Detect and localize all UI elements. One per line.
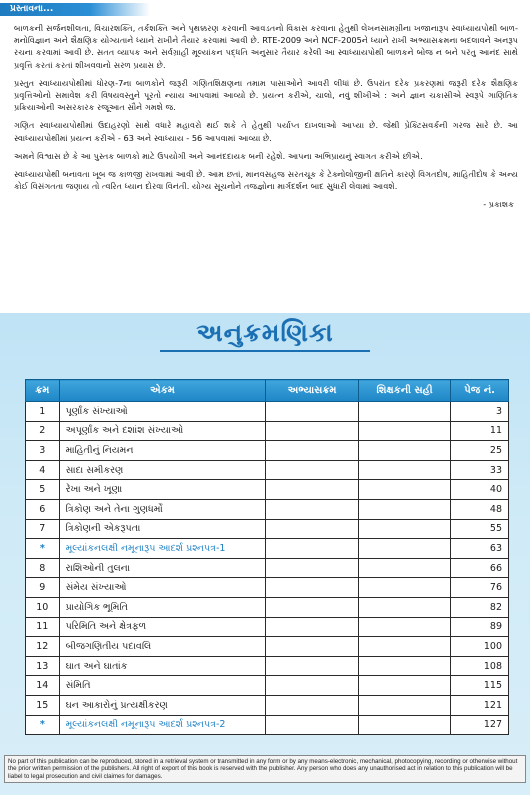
row-signature-cell xyxy=(358,578,450,598)
row-signature-cell xyxy=(358,539,450,559)
row-serial: 9 xyxy=(26,578,60,598)
row-serial: 15 xyxy=(26,695,60,715)
row-page-number: 33 xyxy=(451,460,509,480)
row-signature-cell xyxy=(358,676,450,696)
table-row xyxy=(26,519,509,539)
table-row xyxy=(26,695,509,715)
row-syllabus-cell xyxy=(266,637,358,657)
row-signature-cell xyxy=(358,460,450,480)
preface-paragraph-2: પ્રસ્તુત સ્વાધ્યાયપોથીમાં ધોરણ-7ના બાળકોને જરૂરી ગણિતશિક્ષણના તમામ પાસાઓને આવરી લીધાં છે. ઉપરાંત દરેક પ્રકરણમાં જરૂરી દરેક શૈક્ષણિક પ્રવૃત્તિઓનો સમાવેશ કરી વિષયવસ્તુને પૂરતો ન્યાય આપવામાં આવ્યો છે. પ્રયત્ન કરીએ, ચાલો, નવું શીખીએ : અને જ્ઞાન ચકાસીએ સ્વરૂપે ગાણિતિક પ્રક્રિયાઓની અસરકારક રજૂઆત સૌને ગમશે જ. xyxy=(14,77,518,113)
preface-paragraph-3: ગણિત સ્વાધ્યાયપોથીમાં ઉદાહરણો સાથે વધારે મહાવરો થઈ શકે તે હેતુથી પર્યાપ્ત દાખલાઓ આપ્યા છે. જેથી પ્રેક્ટિસવર્કની ગરજ સારે છે. આ સ્વાધ્યાયપોથીમાં પ્રયત્ન કરીએ - 63 અને સ્વાધ્યાય - 56 આપવામાં આવ્યા છે. xyxy=(14,120,518,143)
row-unit: પૂર્ણાંક સંખ્યાઓ xyxy=(59,402,266,422)
row-page-number: 66 xyxy=(451,558,509,578)
row-page-number: 63 xyxy=(451,539,509,559)
publisher-signature: - પ્રકાશક xyxy=(483,199,514,210)
table-row xyxy=(26,597,509,617)
row-signature-cell xyxy=(358,656,450,676)
index-header-row xyxy=(26,380,509,402)
row-signature-cell xyxy=(358,558,450,578)
row-serial: 14 xyxy=(26,676,60,696)
row-unit: સાદા સમીકરણ xyxy=(59,460,266,480)
row-serial: 1 xyxy=(26,402,60,422)
row-serial: 11 xyxy=(26,617,60,637)
row-syllabus-cell xyxy=(266,519,358,539)
row-page-number: 25 xyxy=(451,441,509,461)
row-signature-cell xyxy=(358,637,450,657)
row-syllabus-cell xyxy=(266,499,358,519)
row-serial: 6 xyxy=(26,499,60,519)
table-row xyxy=(26,578,509,598)
row-unit: મૂલ્યાંકનલક્ષી નમૂનારૂપ આદર્શ પ્રશ્નપત્ર-2 xyxy=(59,715,266,735)
table-row xyxy=(26,480,509,500)
row-syllabus-cell xyxy=(266,460,358,480)
row-syllabus-cell xyxy=(266,715,358,735)
table-row xyxy=(26,539,509,559)
table-row xyxy=(26,617,509,637)
row-syllabus-cell xyxy=(266,558,358,578)
row-unit: બીજગણિતીય પદાવલિ xyxy=(59,637,266,657)
row-serial: * xyxy=(26,539,60,559)
row-page-number: 48 xyxy=(451,499,509,519)
table-row xyxy=(26,460,509,480)
row-unit: ઘન આકારોનું પ્રત્યક્ષીકરણ xyxy=(59,695,266,715)
row-page-number: 40 xyxy=(451,480,509,500)
row-serial: 4 xyxy=(26,460,60,480)
preface-paragraph-5: સ્વાધ્યાયપોથી બનાવતા ખૂબ જ કાળજી રાખવામાં આવી છે. આમ છતાં, માનવસહજ સરતચૂક કે ટેક્નોલોજીની ક્ષતિને કારણે વિગતદોષ, માહિતીદોષ કે અન્ય કોઈ વિસંગતતા જણાય તો ત્વરિત ધ્યાન દોરવા વિનંતી. યોગ્ય સૂચનોને તજજ્ઞોના માર્ગદર્શન બાદ સુધારી લેવામાં આવશે. xyxy=(14,169,518,192)
header-serial: ક્રમ xyxy=(26,380,60,402)
row-syllabus-cell xyxy=(266,539,358,559)
row-syllabus-cell xyxy=(266,617,358,637)
row-syllabus-cell xyxy=(266,480,358,500)
table-row xyxy=(26,558,509,578)
table-row xyxy=(26,421,509,441)
row-serial: 13 xyxy=(26,656,60,676)
table-row xyxy=(26,676,509,696)
header-syllabus: અભ્યાસક્રમ xyxy=(266,380,358,402)
row-signature-cell xyxy=(358,617,450,637)
row-unit: મૂલ્યાંકનલક્ષી નમૂનારૂપ આદર્શ પ્રશ્નપત્ર-1 xyxy=(59,539,266,559)
row-signature-cell xyxy=(358,715,450,735)
row-unit: રાશિઓની તુલના xyxy=(59,558,266,578)
row-serial: 2 xyxy=(26,421,60,441)
table-row xyxy=(26,499,509,519)
row-signature-cell xyxy=(358,597,450,617)
row-unit: ત્રિકોણ અને તેના ગુણધર્મો xyxy=(59,499,266,519)
row-page-number: 55 xyxy=(451,519,509,539)
index-title: અનુક્રમણિકા xyxy=(196,318,334,347)
table-row xyxy=(26,637,509,657)
row-unit: સંમેય સંખ્યાઓ xyxy=(59,578,266,598)
row-unit: પ્રાયોગિક ભૂમિતિ xyxy=(59,597,266,617)
row-unit: ઘાત અને ઘાતાંક xyxy=(59,656,266,676)
row-serial: 7 xyxy=(26,519,60,539)
row-syllabus-cell xyxy=(266,578,358,598)
header-unit: એકમ xyxy=(59,380,266,402)
row-syllabus-cell xyxy=(266,441,358,461)
row-serial: 5 xyxy=(26,480,60,500)
row-page-number: 108 xyxy=(451,656,509,676)
index-table xyxy=(25,379,509,735)
table-row xyxy=(26,402,509,422)
preface-body xyxy=(14,22,518,211)
row-page-number: 89 xyxy=(451,617,509,637)
row-syllabus-cell xyxy=(266,695,358,715)
header-page-number: પેજ નં. xyxy=(451,380,509,402)
row-unit: રેખા અને ખૂણા xyxy=(59,480,266,500)
row-page-number: 11 xyxy=(451,421,509,441)
row-page-number: 115 xyxy=(451,676,509,696)
preface-heading: પ્રસ્તાવના... xyxy=(0,3,150,16)
title-underline xyxy=(160,350,370,352)
row-serial: 12 xyxy=(26,637,60,657)
row-page-number: 100 xyxy=(451,637,509,657)
header-teacher-signature: શિક્ષકની સહી xyxy=(358,380,450,402)
row-serial: * xyxy=(26,715,60,735)
row-serial: 8 xyxy=(26,558,60,578)
row-unit: સંમિતિ xyxy=(59,676,266,696)
row-unit: અપૂર્ણાંક અને દશાંશ સંખ્યાઓ xyxy=(59,421,266,441)
row-page-number: 82 xyxy=(451,597,509,617)
table-row xyxy=(26,441,509,461)
row-page-number: 127 xyxy=(451,715,509,735)
row-syllabus-cell xyxy=(266,421,358,441)
row-syllabus-cell xyxy=(266,676,358,696)
preface-paragraph-4: અમને વિશ્વાસ છે કે આ પુસ્તક બાળકો માટે ઉપયોગી અને આનંદદાયક બની રહેશે. આપના અભિપ્રાયનું સ્વાગત કરીએ છીએ. xyxy=(14,150,423,161)
row-unit: પરિમિતિ અને ક્ષેત્રફળ xyxy=(59,617,266,637)
row-signature-cell xyxy=(358,402,450,422)
row-serial: 3 xyxy=(26,441,60,461)
row-signature-cell xyxy=(358,441,450,461)
table-row xyxy=(26,715,509,735)
row-syllabus-cell xyxy=(266,597,358,617)
row-signature-cell xyxy=(358,499,450,519)
row-unit: ત્રિકોણની એકરૂપતા xyxy=(59,519,266,539)
row-syllabus-cell xyxy=(266,656,358,676)
row-serial: 10 xyxy=(26,597,60,617)
row-syllabus-cell xyxy=(266,402,358,422)
row-page-number: 76 xyxy=(451,578,509,598)
table-row xyxy=(26,656,509,676)
row-signature-cell xyxy=(358,519,450,539)
copyright-notice: No part of this publication can be reproduced, stored in a retrieval system or transmitted in any form or by any means-electronic, mechanical, photocopying, recording or otherwise without the prior written permission of the publishers. All right of export of this book is reserved with the publisher. Any person who does any unauthorised act in relation to this publication will be liabel to legal prosecution and civil claimes for damages. xyxy=(4,755,526,783)
row-signature-cell xyxy=(358,695,450,715)
row-signature-cell xyxy=(358,480,450,500)
row-page-number: 121 xyxy=(451,695,509,715)
row-unit: માહિતીનું નિયમન xyxy=(59,441,266,461)
index-table-body xyxy=(26,402,509,735)
row-page-number: 3 xyxy=(451,402,509,422)
row-signature-cell xyxy=(358,421,450,441)
preface-paragraph-1: બાળકની સર્જનશીલતા, વિચારશક્તિ, તર્કશક્તિ અને પૃથક્કરણ કરવાની આવડતનો વિકાસ કરવાના હેતુથી લેખનસામગ્રીના ખજાનારૂપ સ્વાધ્યાયપોથી બાળ-મનોવિજ્ઞાન અને શૈક્ષણિક યોગ્યતાને ધ્યાને રાખીને તૈયાર કરવામાં આવી છે. RTE-2009 અને NCF-2005ને ધ્યાને રાખી અભ્યાસક્રમના બદલાવને અનરૂપ રચના કરવામાં આવી છે. સતત વ્યાપક અને સર્વગ્રાહી મૂલ્યાંકન પદ્ધતિ અનુસાર તૈયાર કરેલી આ સ્વાધ્યાયપોથી બાળકને બોજ ન બને પરંતુ આનંદ સાથે પ્રવૃત્તિ કરતાં કરતાં શીખવવાનો સરળ પ્રયાસ છે. xyxy=(14,23,518,70)
